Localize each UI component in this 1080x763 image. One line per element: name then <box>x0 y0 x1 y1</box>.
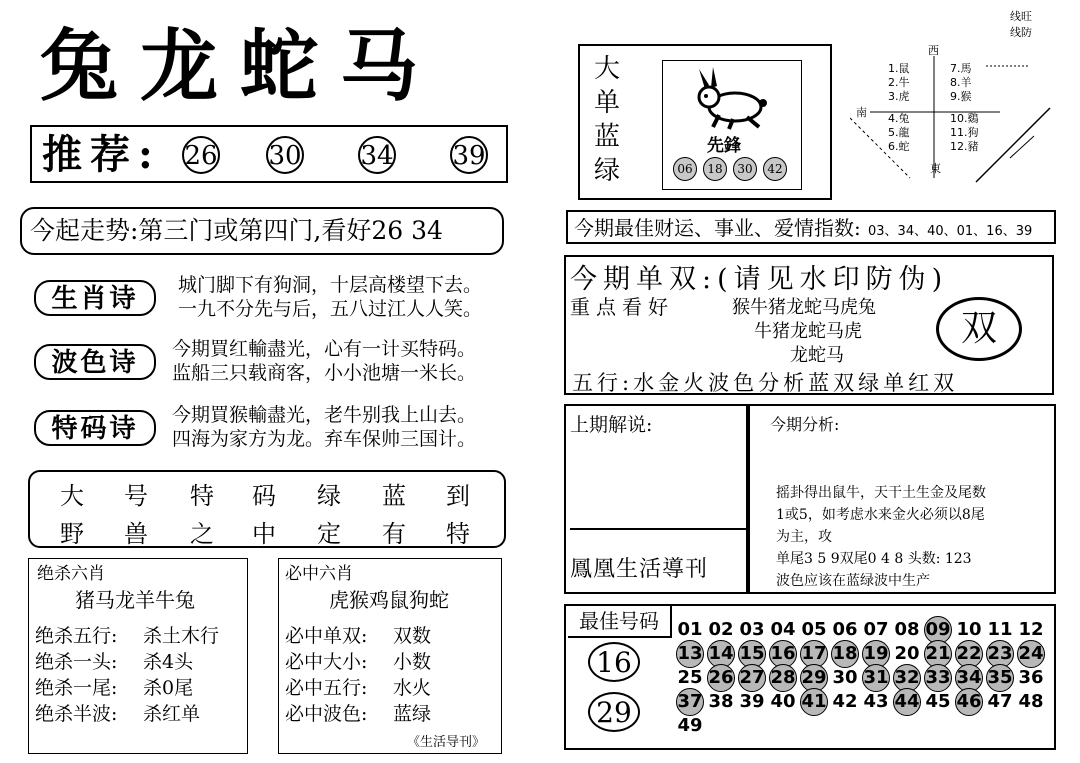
odd-even-stamp: 双 <box>936 297 1022 361</box>
kill-title: 绝杀六肖 <box>37 564 105 584</box>
focus-label: 重点看好 <box>570 295 674 319</box>
kill-row-value: 杀土木行 <box>143 625 220 647</box>
recommend-number: 30 <box>266 136 304 174</box>
must-title: 必中六肖 <box>285 564 353 584</box>
trend-banner: 今起走势:第三门或第四门,看好26 34 <box>20 207 504 255</box>
number-ball: 14 <box>707 640 735 668</box>
riddle-char: 定 <box>317 520 341 548</box>
number-ball: 33 <box>924 664 952 692</box>
poem-zodiac <box>22 272 506 324</box>
oddeven-box <box>564 255 1054 395</box>
best-number: 16 <box>588 642 640 682</box>
pioneer-image-frame <box>662 60 802 190</box>
focus-line: 龙蛇马 <box>790 345 844 366</box>
riddle-char: 兽 <box>124 520 148 548</box>
number-ball: 12 <box>1018 619 1044 640</box>
recommend-number: 39 <box>450 136 488 174</box>
must-row-value: 蓝绿 <box>393 703 432 725</box>
zodiac-item: 12.豬 <box>950 140 979 153</box>
zodiac-item: 9.猴 <box>950 90 972 103</box>
kill-row-value: 杀4头 <box>143 651 194 673</box>
number-ball: 21 <box>924 640 952 668</box>
number-ball: 44 <box>893 688 921 716</box>
zodiac-list-left <box>888 62 910 154</box>
must-box <box>278 558 502 754</box>
zodiac-item: 7.馬 <box>950 62 972 75</box>
number-ball: 42 <box>832 691 858 712</box>
number-ball: 41 <box>800 688 828 716</box>
riddle-char: 码 <box>252 482 276 510</box>
poem-label: 特码诗 <box>34 410 156 446</box>
compass-west: 西 <box>928 44 939 57</box>
number-ball: 46 <box>955 688 983 716</box>
number-ball: 02 <box>708 619 734 640</box>
number-ball: 30 <box>832 667 858 688</box>
poem-color <box>22 336 506 388</box>
riddle-char: 野 <box>60 520 84 548</box>
number-ball: 07 <box>863 619 889 640</box>
number-ball: 29 <box>800 664 828 692</box>
number-ball: 04 <box>770 619 796 640</box>
number-ball: 16 <box>769 640 797 668</box>
number-ball: 08 <box>894 619 920 640</box>
recommend-label: 推荐: <box>42 131 161 178</box>
number-ball: 32 <box>893 664 921 692</box>
riddle-char: 之 <box>190 520 214 548</box>
analysis-box <box>564 404 1056 594</box>
number-ball: 39 <box>739 691 765 712</box>
focus-line: 牛猪龙蛇马虎 <box>754 321 862 342</box>
number-ball: 03 <box>739 619 765 640</box>
must-row-label: 必中单双: <box>285 625 368 647</box>
number-ball: 43 <box>863 691 889 712</box>
divider <box>570 528 746 530</box>
number-ball: 31 <box>862 664 890 692</box>
number-ball: 47 <box>987 691 1013 712</box>
brand-logo: 鳳凰生活導刊 <box>570 557 709 582</box>
analysis-line: 单尾3 5 9双尾0 4 8 头数: 123 <box>776 551 972 567</box>
kill-row-label: 绝杀一尾: <box>35 677 118 699</box>
number-ball: 15 <box>738 640 766 668</box>
number-ball: 01 <box>677 619 703 640</box>
recommend-number: 26 <box>182 136 220 174</box>
riddle-char: 蓝 <box>382 482 406 510</box>
kill-row-label: 绝杀五行: <box>35 625 118 647</box>
zodiac-item: 2.牛 <box>888 76 910 89</box>
number-ball: 11 <box>987 619 1013 640</box>
number-ball: 17 <box>800 640 828 668</box>
number-ball: 18 <box>831 640 859 668</box>
analysis-line: 摇卦得出鼠牛，天干土生金及尾数 <box>776 485 986 501</box>
number-ball: 40 <box>770 691 796 712</box>
number-ball: 45 <box>925 691 951 712</box>
zodiac-item: 6.蛇 <box>888 140 910 153</box>
zodiac-item: 5.龍 <box>888 126 910 139</box>
riddle-char: 中 <box>252 520 276 548</box>
zodiac-item: 10.鷄 <box>950 112 979 125</box>
poem-line: 四海为家方为龙。弃车保帅三国计。 <box>172 428 477 450</box>
kill-row-label: 绝杀一头: <box>35 651 118 673</box>
number-ball: 06 <box>832 619 858 640</box>
kill-row-value: 杀红单 <box>143 703 201 725</box>
number-ball: 09 <box>924 616 952 644</box>
analysis-text <box>776 482 986 592</box>
number-ball: 49 <box>677 715 703 736</box>
side-char: 大 <box>594 54 621 84</box>
must-row-label: 必中五行: <box>285 677 368 699</box>
index-label: 今期最佳财运、事业、爱情指数: <box>574 216 861 240</box>
poem-label: 波色诗 <box>34 344 156 380</box>
number-ball: 10 <box>956 619 982 640</box>
index-bar <box>566 210 1056 244</box>
riddle-char: 大 <box>60 482 84 510</box>
number-ball: 24 <box>1017 640 1045 668</box>
number-ball: 19 <box>862 640 890 668</box>
must-row-value: 水火 <box>393 677 432 699</box>
best-number: 29 <box>588 692 640 732</box>
compass-note: 线旺 <box>1010 10 1032 23</box>
kill-zodiacs: 猪马龙羊牛兔 <box>75 588 195 612</box>
pioneer-caption: 先鋒 <box>707 136 741 156</box>
rabbit-icon <box>689 67 775 131</box>
number-ball: 05 <box>801 619 827 640</box>
pioneer-number: 42 <box>763 157 787 181</box>
recommend-number: 34 <box>358 136 396 174</box>
riddle-box <box>28 470 506 548</box>
side-char: 绿 <box>594 156 621 186</box>
divider <box>746 406 750 592</box>
poem-line: 今期買红輸盡光，心有一计买特码。 <box>172 338 477 360</box>
analysis-line: 1或5，如考虑水来金火必须以8尾 <box>776 507 985 523</box>
last-label: 上期解说: <box>570 414 653 436</box>
oddeven-title: 今期单双:(请见水印防伪) <box>570 264 949 295</box>
kill-row-value: 杀0尾 <box>143 677 194 699</box>
best-label: 最佳号码 <box>568 606 672 638</box>
riddle-char: 号 <box>124 482 148 510</box>
number-ball: 20 <box>894 643 920 664</box>
index-values: 03、34、40、01、16、39 <box>868 224 1033 239</box>
poem-line: 城门脚下有狗洞，十层高楼望下去。 <box>178 274 483 296</box>
poem-special <box>22 402 506 454</box>
number-ball: 22 <box>955 640 983 668</box>
number-ball: 28 <box>769 664 797 692</box>
riddle-char: 特 <box>446 520 470 548</box>
analysis-line: 为主，攻 <box>776 529 832 545</box>
number-ball: 25 <box>677 667 703 688</box>
kill-box <box>28 558 248 754</box>
number-ball: 48 <box>1018 691 1044 712</box>
side-char: 单 <box>594 88 621 118</box>
number-ball: 34 <box>955 664 983 692</box>
number-ball: 38 <box>708 691 734 712</box>
number-ball: 37 <box>676 688 704 716</box>
wuxing-line: 五行:水金火波色分析蓝双绿单红双 <box>572 371 959 395</box>
poem-line: 今期買猴輸盡光，老牛别我上山去。 <box>172 404 477 426</box>
zodiac-list-right <box>950 62 979 154</box>
pioneer-number: 06 <box>673 157 697 181</box>
number-ball: 13 <box>676 640 704 668</box>
compass-note: 线防 <box>1010 26 1032 39</box>
must-row-value: 双数 <box>393 625 432 647</box>
number-ball: 27 <box>738 664 766 692</box>
must-row-value: 小数 <box>393 651 432 673</box>
focus-line: 猴牛猪龙蛇马虎兔 <box>732 297 876 318</box>
number-ball: 35 <box>986 664 1014 692</box>
zodiac-item: 4.兔 <box>888 112 910 125</box>
riddle-char: 绿 <box>317 482 341 510</box>
riddle-char: 到 <box>446 482 470 510</box>
number-grid <box>676 616 1056 750</box>
pioneer-box <box>578 44 832 200</box>
number-ball: 26 <box>707 664 735 692</box>
poem-label: 生肖诗 <box>34 280 156 316</box>
riddle-char: 特 <box>190 482 214 510</box>
poem-line: 一九不分先与后，五八过江人人笑。 <box>178 298 483 320</box>
must-row-label: 必中波色: <box>285 703 368 725</box>
side-char: 蓝 <box>594 122 621 152</box>
number-ball: 36 <box>1018 667 1044 688</box>
must-zodiacs: 虎猴鸡鼠狗蛇 <box>329 588 449 612</box>
pioneer-number: 30 <box>733 157 757 181</box>
zodiac-item: 1.鼠 <box>888 62 910 75</box>
zodiac-item: 11.狗 <box>950 126 979 139</box>
zodiac-item: 8.羊 <box>950 76 972 89</box>
page-title: 兔龙蛇马 <box>40 22 441 112</box>
zodiac-item: 3.虎 <box>888 90 910 103</box>
riddle-char: 有 <box>382 520 406 548</box>
source-label: 《生活导刊》 <box>407 735 486 750</box>
kill-row-label: 绝杀半波: <box>35 703 118 725</box>
analysis-label: 今期分析: <box>770 415 840 434</box>
compass-east: 東 <box>930 162 941 175</box>
poem-line: 监船三只载商客，小小池塘一米长。 <box>172 362 477 384</box>
must-row-label: 必中大小: <box>285 651 368 673</box>
analysis-line: 波色应该在蓝绿波中生产 <box>776 573 930 589</box>
number-ball: 23 <box>986 640 1014 668</box>
best-numbers-box <box>564 604 1056 750</box>
pioneer-number: 18 <box>703 157 727 181</box>
compass-south: 南 <box>856 106 867 119</box>
recommend-box <box>30 125 508 183</box>
